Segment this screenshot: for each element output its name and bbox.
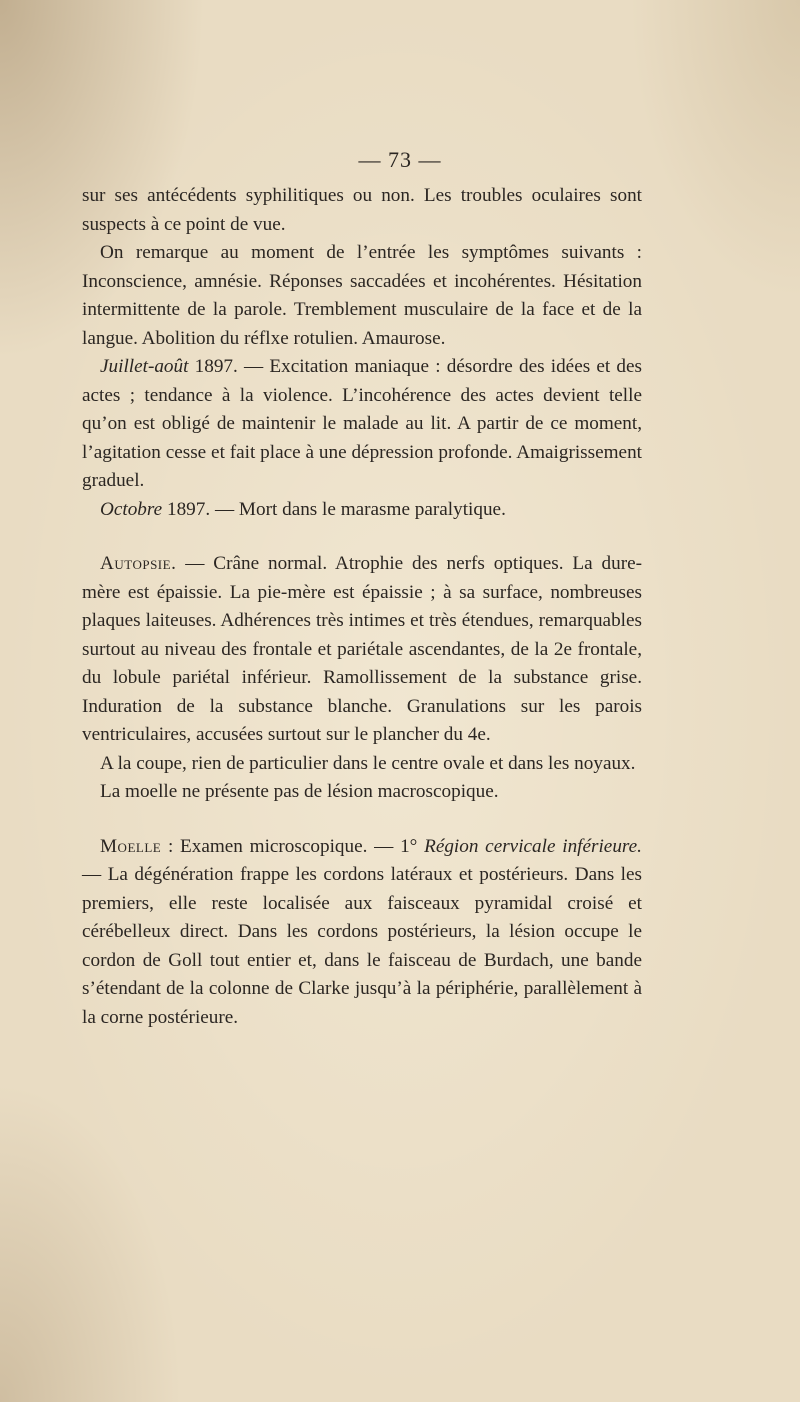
autopsy-text: — Crâne normal. Atrophie des nerfs optiques. La dure-mère est épaissie. La pie-mère est épaissie ; à sa surface, nombreuses plaques laiteuses. Adhérences très intimes et très étendues, remarquables surtout au niveau des frontale et pariétale ascendantes, de la 2e frontale, du lobule pariétal inférieur. Ramollissement de la substance grise. Induration de la substance blanche. Granulations sur les parois ventriculaires, accusées surtout sur le plancher du 4e.: [82, 553, 642, 745]
paragraph-spinal-cord: La moelle ne présente pas de lésion macroscopique.: [100, 781, 499, 802]
region-cervicale: Région cervicale inférieure.: [424, 835, 642, 857]
paragraph-section-cut: A la coupe, rien de particulier dans le centre ovale et dans les noyaux.: [100, 752, 636, 774]
paragraph-antecedents: sur ses antécédents syphilitiques ou non. Les troubles oculaires sont suspects à ce point de vue.: [82, 185, 642, 235]
paragraph-july-august: [82, 353, 642, 496]
body-text: [82, 182, 642, 1032]
paragraph-autopsy: [82, 550, 642, 750]
july-august-text: 1897. — Excitation maniaque : désordre des idées et des actes ; tendance à la violence. L’incohérence des actes devient telle qu’on est obligé de maintenir le malade au lit. A partir de ce moment, l’agitation cesse et fait place à une dépression profonde. Amaigrissement graduel.: [82, 356, 642, 491]
microscopic-intro: : Examen microscopique. — 1°: [161, 835, 425, 857]
paragraph-october: [82, 496, 642, 525]
moelle-heading: Moelle: [100, 835, 162, 857]
section-gap: [82, 807, 642, 833]
date-july-august: Juillet-août: [100, 356, 189, 377]
page-number: — 73 —: [358, 147, 442, 172]
october-text: 1897. — Mort dans le marasme paralytique.: [162, 498, 506, 520]
date-october: Octobre: [100, 498, 163, 520]
section-gap: [82, 524, 642, 550]
microscopic-text: — La dégénération frappe les cordons latéraux et postérieurs. Dans les premiers, elle reste localisée aux faisceaux pyramidal croisé et cérébelleux direct. Dans les cordons postérieurs, la lésion occupe le cordon de Goll tout entier et, dans le faisceau de Burdach, une bande s’étendant de la colonne de Clarke jusqu’à la périphérie, parallèlement à la corne postérieure.: [82, 864, 642, 1028]
paragraph-microscopic: [82, 833, 642, 1033]
paragraph-entry-symptoms: On remarque au moment de l’entrée les symptômes suivants : Inconscience, amnésie. Réponses saccadées et incohérentes. Hésitation intermittente de la parole. Tremblement musculaire de la face et de la langue. Abolition du réflxe rotulien. Amaurose.: [82, 242, 642, 349]
autopsy-heading: Autopsie.: [100, 553, 177, 574]
